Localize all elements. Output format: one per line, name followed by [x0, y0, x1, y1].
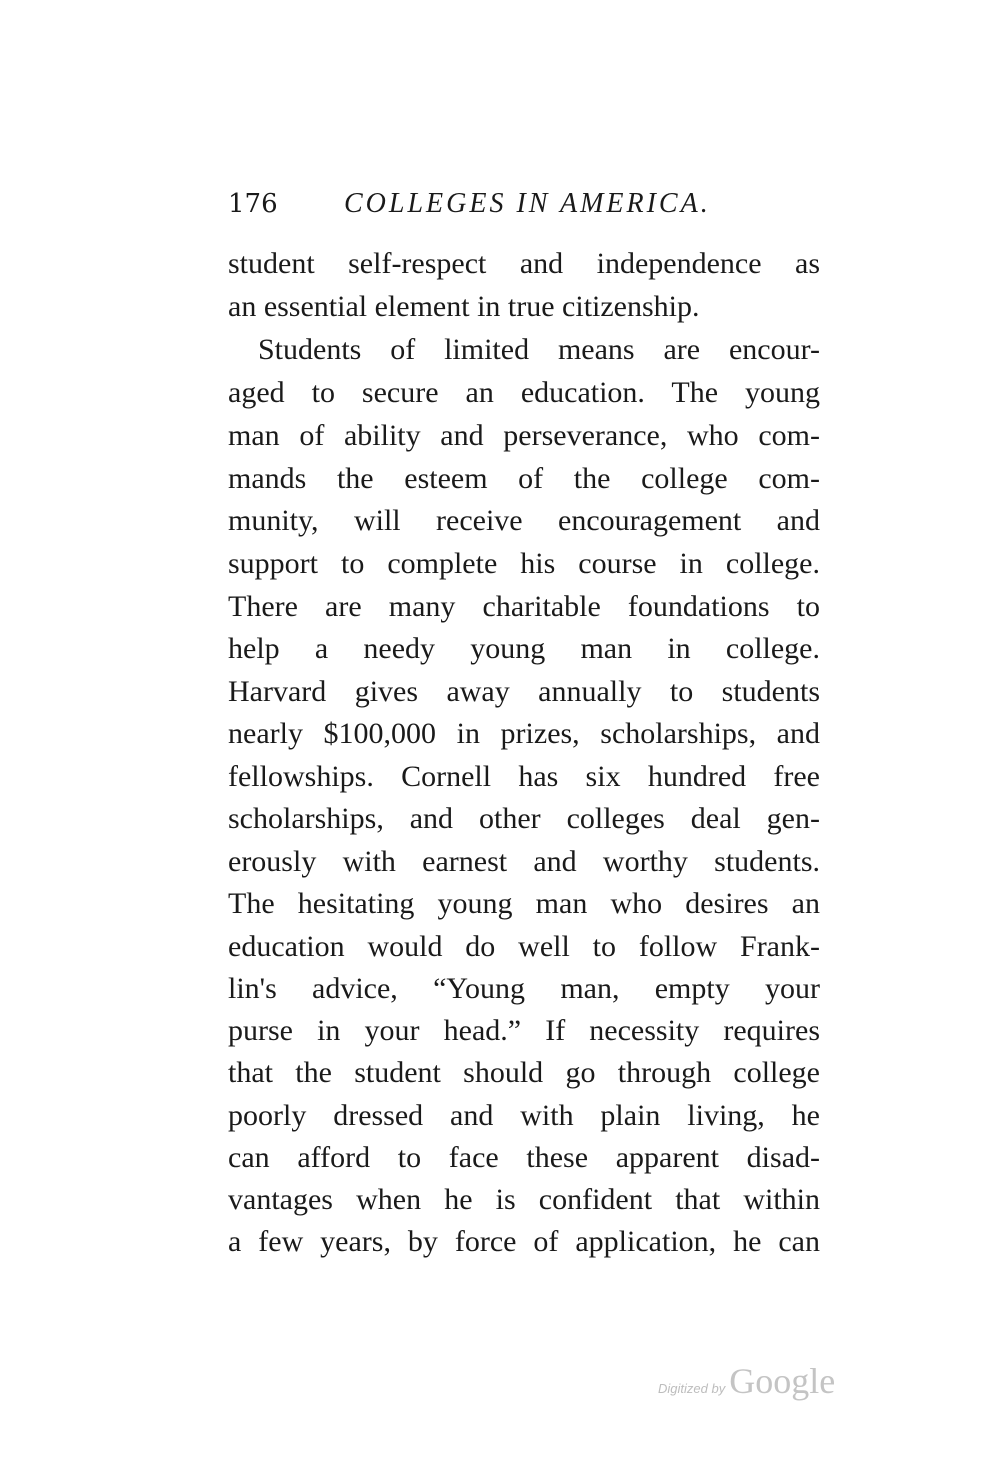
- google-logo: Google: [729, 1361, 836, 1401]
- text-line: lin's advice, “Young man, empty your: [228, 972, 820, 1005]
- text-line: vantages when he is confident that within: [228, 1183, 820, 1216]
- google-watermark: [658, 1360, 835, 1404]
- text-line: scholarships, and other colleges deal gen-: [228, 802, 820, 835]
- text-line: a few years, by force of application, he can: [228, 1225, 820, 1258]
- text-line: education would do well to follow Frank-: [228, 930, 820, 963]
- page-header: [228, 186, 828, 222]
- text-line: erously with earnest and worthy students.: [228, 845, 820, 878]
- text-line: can afford to face these apparent disad-: [228, 1141, 820, 1174]
- text-line: munity, will receive encouragement and: [228, 504, 820, 537]
- text-line: an essential element in true citizenship.: [228, 290, 700, 323]
- text-line: Harvard gives away annually to students: [228, 675, 820, 708]
- text-line: fellowships. Cornell has six hundred free: [228, 760, 820, 793]
- text-line: student self-respect and independence as: [228, 247, 820, 280]
- text-line: purse in your head.” If necessity requires: [228, 1014, 820, 1047]
- text-line: aged to secure an education. The young: [228, 376, 820, 409]
- watermark-prefix: Digitized by: [658, 1381, 726, 1396]
- text-line: man of ability and perseverance, who com-: [228, 419, 820, 452]
- text-line: help a needy young man in college.: [228, 632, 820, 665]
- text-line: that the student should go through college: [228, 1056, 820, 1089]
- text-line: Students of limited means are encour-: [258, 333, 820, 366]
- text-line: support to complete his course in college.: [228, 547, 820, 580]
- text-line: nearly $100,000 in prizes, scholarships, and: [228, 717, 820, 750]
- text-line: There are many charitable foundations to: [228, 590, 820, 623]
- page-number: 176: [228, 189, 278, 219]
- text-line: poorly dressed and with plain living, he: [228, 1099, 820, 1132]
- running-title: COLLEGES IN AMERICA.: [344, 188, 711, 219]
- text-line: mands the esteem of the college com-: [228, 462, 820, 495]
- text-line: The hesitating young man who desires an: [228, 887, 820, 920]
